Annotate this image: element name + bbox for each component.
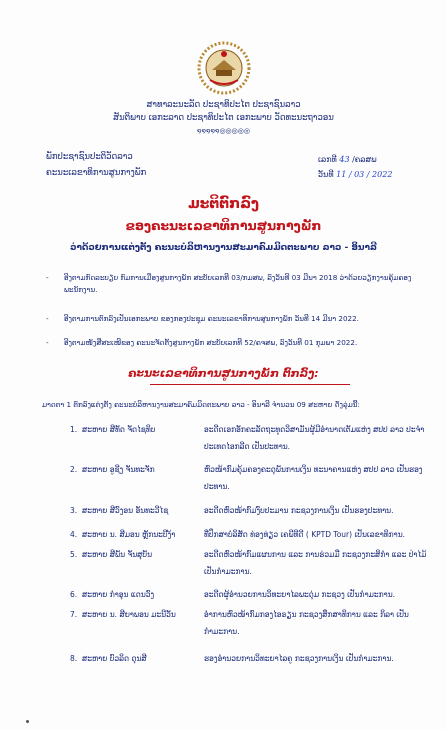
member-number: 8. <box>70 654 78 663</box>
member-name: ສະຫາຍ ສີວົງອນ ອັນທະວີໄຊ <box>82 506 169 515</box>
reference-text: ອີງຕາມການຕົກລົງເປັນເອກະພາບ ຂອງກອງປະຊຸມ ຄະນະເລຂາທິການສູນກາງພັກ ວັນທີ 14 ມີນາ 2022. <box>64 314 359 323</box>
member-name: ສະຫາຍ ອູຊີງ ຈັນທະຈັກ <box>82 465 155 474</box>
number-value: 43 <box>339 155 350 164</box>
member-number: 7. <box>70 610 78 619</box>
reference-dash: - <box>46 314 49 323</box>
member-role: ຫົວໜ້າກົມຄຸ້ມຄອງຄະດຸພັນການເງິນ ທະນາຄານແຫ່ງ ສປປ ລາວ ເປັນຮອງປະທານ. <box>204 465 423 491</box>
document-date <box>318 170 392 179</box>
header-ornament: ໑໑໑໑໑◎◎◎◎◎ <box>197 127 250 135</box>
member-role: ຮອງອຳນວຍການວິທະຍາໄລຄູ ກະຊວງການເງິນ ເປັນກຳມະການ. <box>204 654 394 663</box>
article-1: ມາດຕາ 1 ຕົກລົງແຕ່ງຕັ້ງ ຄະນະບໍລິຫານງານສະມາຄົມມິດຕະພາບ ລາວ - ອິນາລີ ຈຳນວນ 09 ສະຫາຍ ດັ່ງລຸ່ມນີ້: <box>42 400 360 409</box>
date-value: 11 / 03 / 2022 <box>336 170 393 179</box>
member-number: 1. <box>70 425 78 434</box>
party-name: ພັກປະຊາຊົນປະຕິວັດລາວ <box>46 152 133 162</box>
member-role: ອະດີດຫົວໜ້າກົມງົບປະມານ ກະຊວງການເງິນ ເປັນຮອງປະທານ. <box>204 506 394 515</box>
member-role: ທີ່ປຶກສາບໍລິສັດ ທ່ອງທ່ຽວ ເຄພີທີດີ ( KPTD Tour) ເປັນເລຂາທິການ. <box>204 530 406 539</box>
number-suffix: /ຄລສພ <box>352 155 377 164</box>
document-title: ມະຕິຕົກລົງ <box>188 196 259 212</box>
number-label: ເລກທີ <box>318 155 337 164</box>
member-role: ອະດີດຫົວໜ້າກົມແຜນການ ແລະ ການຮ່ວມມື ກະຊວງກະສິກຳ ແລະ ປ່າໄມ້ ເປັນກຳມະການ. <box>204 550 427 576</box>
document-number <box>318 155 377 164</box>
member-name: ສະຫາຍ ນ. ສີຍາພອນ ມະນີວັນ <box>82 610 176 619</box>
reference-dash: - <box>46 273 49 282</box>
member-name: ສະຫາຍ ສີທັດ ຈັດໄຊທິບ <box>82 425 156 434</box>
member-number: 4. <box>70 530 78 539</box>
member-role: ອະດີດຜູ້ອຳນວຍການວິທະຍາໄລພະດຸ່ມ ກະຊວງ ເປັນກຳມະການ. <box>204 590 396 599</box>
national-header-line2: ສັນຕິພາບ ເອກະລາດ ປະຊາທິປະໄຕ ເອກະພາບ ວັດທະນະຖາວອນ <box>113 113 334 123</box>
member-number: 6. <box>70 590 78 599</box>
member-role: ອຳການຫົວໜ້າກົມກອງໄອຣຽນ ກະຊວງສຶກສາທິການ ແລະ ກິລາ ເປັນກຳມະການ. <box>204 610 409 636</box>
decision-heading: ຄະນະເລຂາທິການສູນກາງພັກ ຕົກລົງ: <box>128 367 319 380</box>
member-role: ອະດີດເອກອັກຄະລັດຖະທູດວິສາມັນຜູ້ມີອຳນາດເຕັມແຫ່ງ ສປປ ລາວ ປະຈຳ ປະເທດໄອກລີດ ເປັນປະທານ. <box>204 425 425 451</box>
heading-underline <box>150 384 350 385</box>
member-number: 5. <box>70 550 78 559</box>
reference-text: ອີງຕາມກົດລະບຽບ ກົມການເມືອງສູນກາງພັກ ສະບັບເລກທີ 03/ກມສພ, ລົງວັນທີ 03 ມີນາ 2018 ວ່າດ້ວຍວຽກງານຄຸ້ມຄອງພະນັກງານ. <box>64 273 412 294</box>
national-emblem-icon <box>196 40 252 96</box>
national-header-line1: ສາທາລະນະລັດ ປະຊາທິປະໄຕ ປະຊາຊົນລາວ <box>146 100 301 110</box>
member-name: ສະຫາຍ ສີພັນ ຈັນສຸບັນ <box>82 550 153 559</box>
member-name: ສະຫາຍ ນ. ສີມອນ ຫຼັກນະບີງ້າ <box>82 530 176 539</box>
member-number: 2. <box>70 465 78 474</box>
member-name: ສະຫາຍ ກຳອຸນ ແດນວົງ <box>82 590 155 599</box>
document-subject: ວ່າດ້ວຍການແຕ່ງຕັ້ງ ຄະນະບໍລິຫານງານສະມາຄົມມິດຕະພາບ ລາວ - ອິນາລີ <box>70 243 377 253</box>
member-number: 3. <box>70 506 78 515</box>
reference-text: ອີງຕາມໜັງສືສະເໜີຂອງ ຄະນະຈັດຕັ້ງສູນກາງພັກ ສະບັບເລກທີ 52/ຄຈສພ, ລົງວັນທີ 01 ກຸມພາ 2022. <box>64 338 358 347</box>
member-name: ສະຫາຍ ບົວລິດ ດຸນສີ <box>82 654 147 663</box>
reference-dash: - <box>46 338 49 347</box>
date-label: ວັນທີ <box>318 170 334 179</box>
secretariat-name: ຄະນະເລຂາທິການສູນກາງພັກ <box>46 168 147 178</box>
scan-speck <box>26 720 29 723</box>
document-subtitle: ຂອງຄະນະເລຂາທິການສູນກາງພັກ <box>125 218 322 233</box>
